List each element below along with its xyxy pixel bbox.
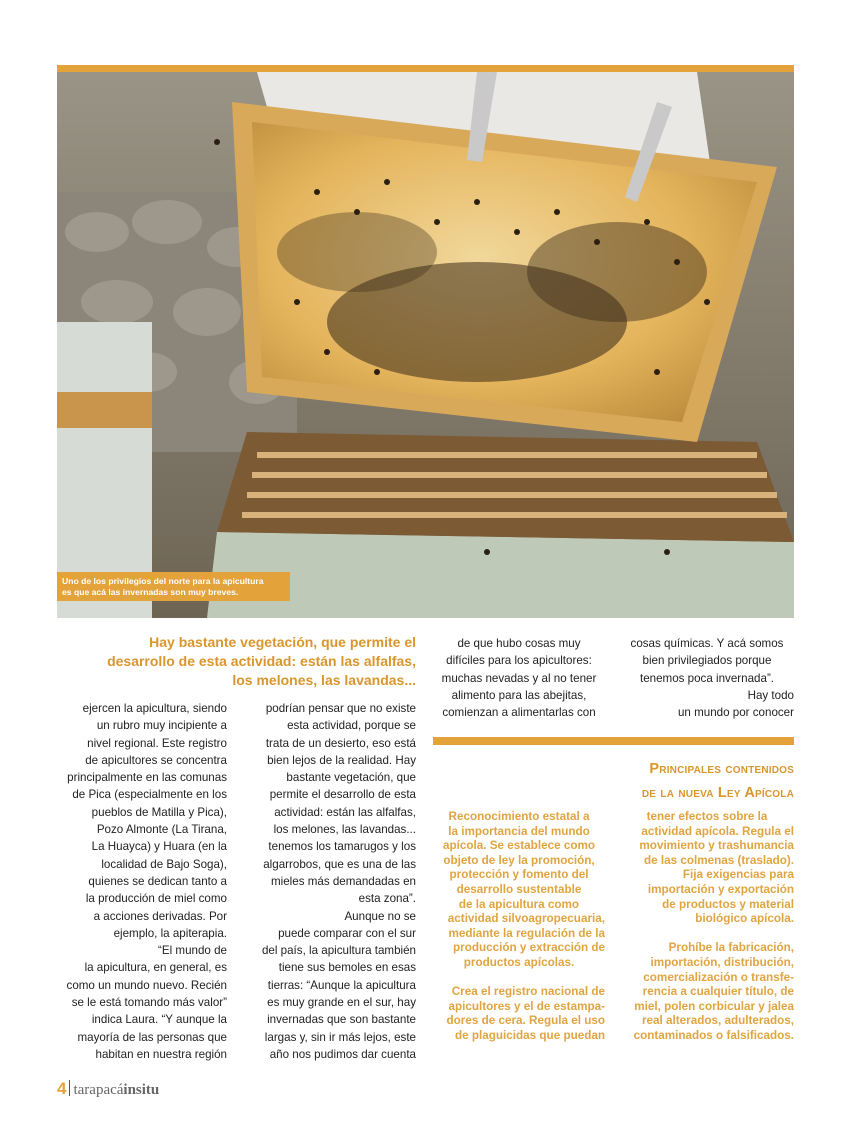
caption-line: Uno de los privilegios del norte para la apicultura bbox=[62, 576, 264, 586]
sidebar-line: de productos y material bbox=[662, 897, 794, 911]
sidebar-line: comercialización o transfe- bbox=[643, 970, 794, 984]
sidebar-line: de las colmenas (traslado). bbox=[643, 853, 794, 867]
text-line: como un mundo nuevo. Recién bbox=[66, 978, 227, 992]
text-line: un rubro muy incipiente a bbox=[96, 719, 227, 733]
text-line: Pozo Almonte (La Tirana, bbox=[96, 823, 227, 837]
sidebar-line: apicultores y el de estampa- bbox=[448, 999, 605, 1013]
sidebar-line: importación, distribución, bbox=[650, 955, 794, 969]
article-column-2 bbox=[245, 700, 416, 1063]
text-line: la apicultura, en general, es bbox=[84, 961, 227, 975]
sidebar-spacer bbox=[620, 927, 794, 942]
text-line: alimento para las abejitas, bbox=[451, 688, 587, 702]
sidebar-line: de la apicultura como bbox=[458, 897, 580, 911]
sidebar-line: desarrollo sustentable bbox=[456, 882, 582, 896]
text-line: un mundo por conocer bbox=[677, 706, 794, 720]
text-line: esta actividad, porque se bbox=[287, 719, 416, 733]
brand-bold: insitu bbox=[123, 1082, 160, 1098]
sidebar-line: tener efectos sobre la bbox=[646, 810, 768, 823]
text-line: de que hubo cosas muy bbox=[457, 637, 581, 650]
text-line: bien lejos de la realidad. Hay bbox=[267, 753, 416, 767]
sidebar-line: actividad apícola. Regula el bbox=[641, 824, 794, 838]
sidebar-box-title bbox=[560, 757, 794, 805]
sidebar-line: la importancia del mundo bbox=[448, 824, 590, 838]
pull-quote bbox=[57, 633, 416, 690]
article-column-1 bbox=[57, 700, 227, 1063]
sidebar-line: miel, polen corbicular y jalea bbox=[634, 999, 794, 1013]
pull-quote-line: los melones, las lavandas... bbox=[232, 672, 416, 688]
sidebar-line: objeto de ley la promoción, bbox=[443, 853, 595, 867]
page-number: 4 bbox=[57, 1079, 67, 1098]
text-line: ejercen la apicultura, siendo bbox=[82, 702, 227, 715]
article-column-4 bbox=[620, 635, 794, 721]
text-line: invernadas que son bastante bbox=[267, 1013, 416, 1027]
text-line: mayoría de las personas que bbox=[77, 1030, 227, 1044]
text-line: Hay todo bbox=[747, 688, 794, 702]
text-line: largas y, sin ir más lejos, este bbox=[264, 1030, 416, 1044]
brand-plain: tarapacá bbox=[73, 1082, 124, 1098]
text-line: esta zona”. bbox=[358, 892, 416, 906]
text-line: del país, la apicultura también bbox=[261, 944, 416, 958]
sidebar-line: apícola. Se establece como bbox=[442, 839, 595, 853]
text-line: de apicultores se concentra bbox=[85, 753, 227, 767]
sidebar-line: de plaguicidas que puedan bbox=[454, 1028, 605, 1042]
text-line: trata de un desierto, eso está bbox=[265, 736, 416, 750]
text-line: la producción de miel como bbox=[85, 892, 227, 906]
sidebar-title-line: de la nueva Ley Apícola bbox=[641, 785, 794, 801]
text-line: tenemos poca invernada”. bbox=[639, 671, 775, 685]
text-line: de Pica (especialmente en los bbox=[72, 788, 227, 802]
text-line: se le está tomando más valor” bbox=[71, 996, 227, 1010]
pull-quote-line: Hay bastante vegetación, que permite el bbox=[149, 634, 416, 650]
sidebar-column-right bbox=[620, 810, 794, 1044]
sidebar-line: importación y exportación bbox=[647, 882, 794, 896]
sidebar-line: dores de cera. Regula el uso bbox=[446, 1014, 605, 1028]
sidebar-line: actividad silvoagropecuaria, bbox=[447, 912, 605, 926]
text-line: actividad: están las alfalfas, bbox=[274, 805, 416, 819]
text-line: algarrobos, que es una de las bbox=[263, 857, 416, 871]
text-line: comienzan a alimentarlas con bbox=[442, 706, 596, 720]
text-line: quienes se dedican tanto a bbox=[88, 874, 227, 888]
sidebar-line: protección y fomento del bbox=[449, 868, 589, 882]
text-line: tiene sus bemoles en esas bbox=[278, 961, 416, 975]
pull-quote-line: desarrollo de esta actividad: están las alfalfas, bbox=[107, 653, 416, 669]
page-footer bbox=[57, 1079, 159, 1099]
text-line: podrían pensar que no existe bbox=[265, 702, 416, 715]
text-line: nivel regional. Este registro bbox=[87, 736, 227, 750]
text-line: mieles más demandadas en bbox=[270, 874, 416, 888]
caption-line: es que acá las invernadas son muy breves. bbox=[62, 587, 239, 597]
text-line: localidad de Bajo Soga), bbox=[101, 857, 227, 871]
text-line: ejemplo, la apiterapia. bbox=[113, 926, 227, 940]
sidebar-line: contaminados o falsificados. bbox=[633, 1028, 794, 1042]
sidebar-line: productos apícolas. bbox=[463, 955, 575, 969]
sidebar-title-line: Principales contenidos bbox=[649, 761, 794, 777]
sidebar-line: movimiento y trashumancia bbox=[639, 839, 794, 853]
footer-separator bbox=[69, 1080, 70, 1096]
text-line: permite el desarrollo de esta bbox=[269, 788, 416, 802]
text-line: La Huayca) y Huara (en la bbox=[91, 840, 227, 854]
sidebar-spacer bbox=[433, 971, 605, 986]
text-line: pueblos de Matilla y Pica), bbox=[91, 805, 227, 819]
beehive-photo bbox=[57, 72, 794, 618]
sidebar-line: mediante la regulación de la bbox=[448, 926, 605, 940]
sidebar-line: Prohíbe la fabricación, bbox=[668, 941, 794, 955]
text-line: tierras: “Aunque la apicultura bbox=[267, 978, 416, 992]
text-line: difíciles para los apicultores: bbox=[446, 654, 592, 668]
sidebar-line: Fija exigencias para bbox=[682, 868, 794, 882]
article-column-3 bbox=[433, 635, 605, 721]
sidebar-line: Crea el registro nacional de bbox=[451, 985, 605, 999]
text-line: puede comparar con el sur bbox=[278, 926, 416, 940]
sidebar-line: Reconocimiento estatal a bbox=[448, 810, 590, 823]
text-line: bien privilegiados porque bbox=[642, 654, 772, 668]
text-line: Aunque no se bbox=[344, 909, 416, 923]
sidebar-line: real alterados, adulterados, bbox=[642, 1014, 794, 1028]
beehive-frame-image bbox=[57, 72, 794, 618]
text-line: “El mundo de bbox=[158, 944, 227, 958]
photo-caption bbox=[57, 572, 290, 601]
text-line: cosas químicas. Y acá somos bbox=[630, 637, 784, 650]
section-divider bbox=[433, 737, 794, 745]
sidebar-line: rencia a cualquier título, de bbox=[642, 985, 794, 999]
sidebar-column-left bbox=[433, 810, 605, 1044]
sidebar-line: biológico apícola. bbox=[695, 912, 794, 926]
text-line: muchas nevadas y al no tener bbox=[441, 671, 597, 685]
text-line: habitan en nuestra región bbox=[95, 1047, 227, 1061]
text-line: a acciones derivadas. Por bbox=[93, 909, 227, 923]
top-accent-bar bbox=[57, 65, 794, 72]
text-line: indica Laura. “Y aunque la bbox=[91, 1013, 227, 1027]
text-line: bastante vegetación, que bbox=[286, 771, 416, 785]
text-line: los melones, las lavandas... bbox=[273, 823, 416, 837]
text-line: año nos pudimos dar cuenta bbox=[269, 1047, 416, 1061]
text-line: principalmente en las comunas bbox=[67, 771, 227, 785]
text-line: es muy grande en el sur, hay bbox=[267, 996, 416, 1010]
sidebar-line: producción y extracción de bbox=[453, 941, 605, 955]
text-line: tenemos los tamarugos y los bbox=[268, 840, 416, 854]
